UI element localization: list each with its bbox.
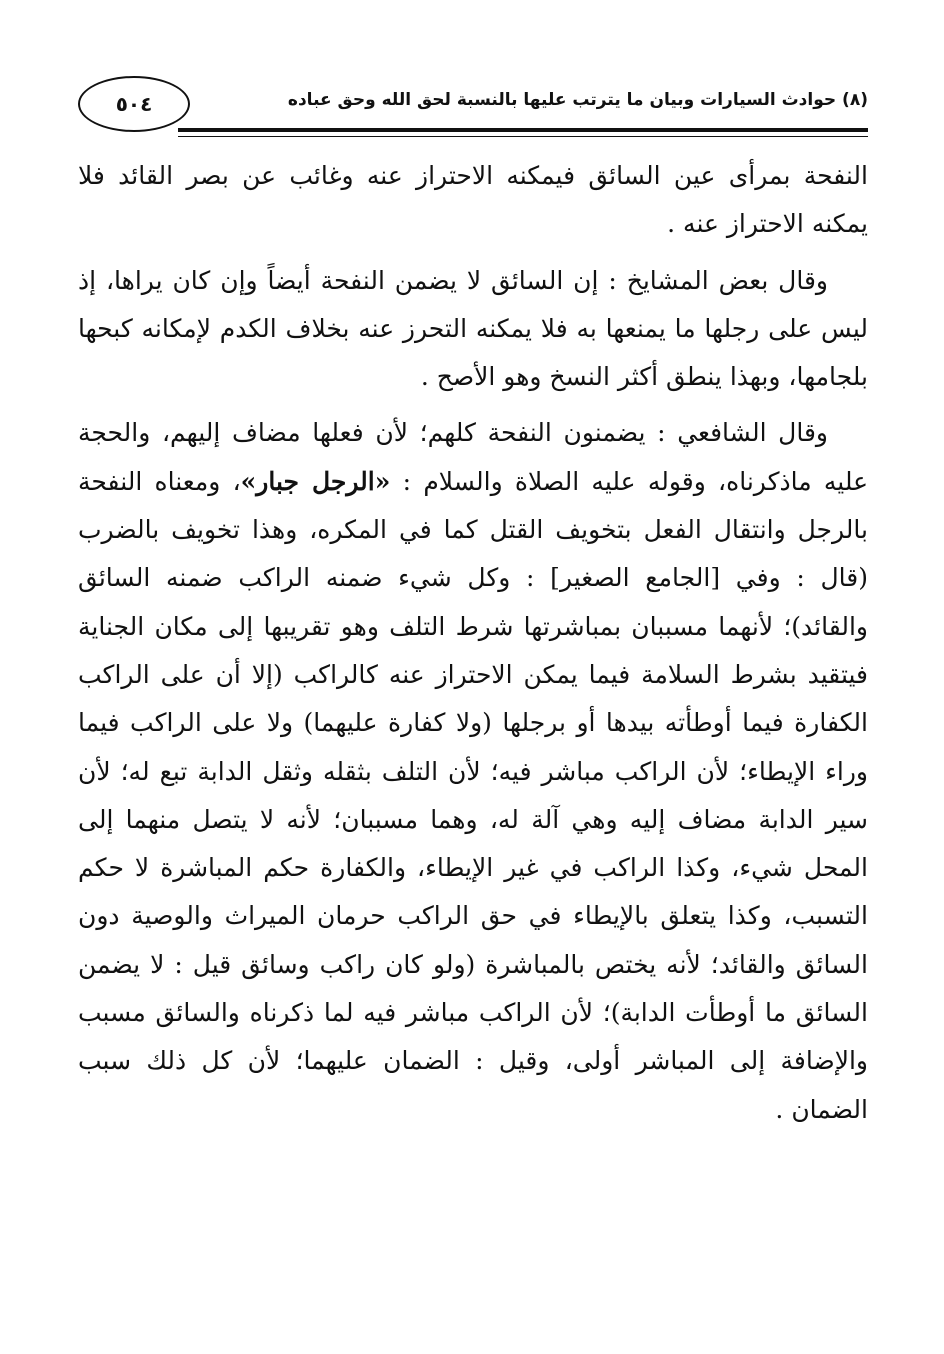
running-title: (٨) حوادث السيارات وبيان ما يترتب عليها بالنسبة لحق الله وحق عباده bbox=[287, 90, 868, 110]
paragraph-1: النفحة بمرأى عين السائق فيمكنه الاحتراز عنه وغائب عن بصر القائد فلا يمكنه الاحتراز عنه . bbox=[78, 161, 868, 239]
header-rule-thin bbox=[178, 136, 868, 137]
page-number-frame bbox=[78, 76, 190, 132]
running-header bbox=[78, 70, 868, 136]
page-number: ٥٠٤ bbox=[115, 92, 153, 116]
paragraph-3 bbox=[78, 409, 868, 1133]
paragraph-2: وقال بعض المشايخ : إن السائق لا يضمن النفحة أيضاً وإن كان يراها، إذ ليس على رجلها ما يمنعها به فلا يمكنه التحرز عنه بخلاف الكدم لإمكانه كبحها بلجامها، وبهذا ينطق أكثر النسخ وهو الأصح . bbox=[78, 265, 869, 392]
body-text bbox=[78, 152, 868, 1142]
hadith-quote: «الرجل جبار» bbox=[240, 466, 391, 496]
paragraph-3-text-after: ، ومعناه النفحة بالرجل وانتقال الفعل بتخويف القتل كما في المكره، وهذا تخويف بالضرب (قال : وفي [الجامع الصغير] : وكل شيء ضمنه الراكب ضمنه السائق والقائد)؛ لأنهما مسببان بمباشرتها شرط التلف وهو تقريبها إلى مكان الجناية فيتقيد بشرط السلامة فيما يمكن الاحتراز عنه كالراكب (إلا أن على الراكب الكفارة فيما أوطأته بيدها أو برجلها (ولا كفارة عليهما) ولا على الراكب فيما وراء الإيطاء؛ لأن الراكب مباشر فيه؛ لأن التلف بثقله وثقل الدابة تبع له؛ لأن سير الدابة مضاف إليه وهي آلة له، وهما مسببان؛ لأنه لا يتصل منهما إلى المحل شيء، وكذا الراكب في غير الإيطاء، والكفارة حكم المباشرة لا حكم التسبب، وكذا يتعلق بالإيطاء في حق الراكب حرمان الميراث والوصية دون السائق والقائد؛ لأنه يختص بالمباشرة (ولو كان راكب وسائق قيل : لا يضمن السائق ما أوطأت الدابة)؛ لأن الراكب مباشر فيه لما ذكرناه والسائق مسبب والإضافة إلى المباشر أولى، وقيل : الضمان عليهما؛ لأن كل ذلك سبب الضمان . bbox=[78, 466, 868, 1124]
paragraph-3-text-before: وقال الشافعي : يضمنون النفحة كلهم؛ لأن فعلها مضاف إليهم، والحجة عليه ماذكرناه، وقوله عليه الصلاة والسلام : bbox=[78, 418, 869, 496]
header-rule-thick bbox=[178, 128, 868, 132]
